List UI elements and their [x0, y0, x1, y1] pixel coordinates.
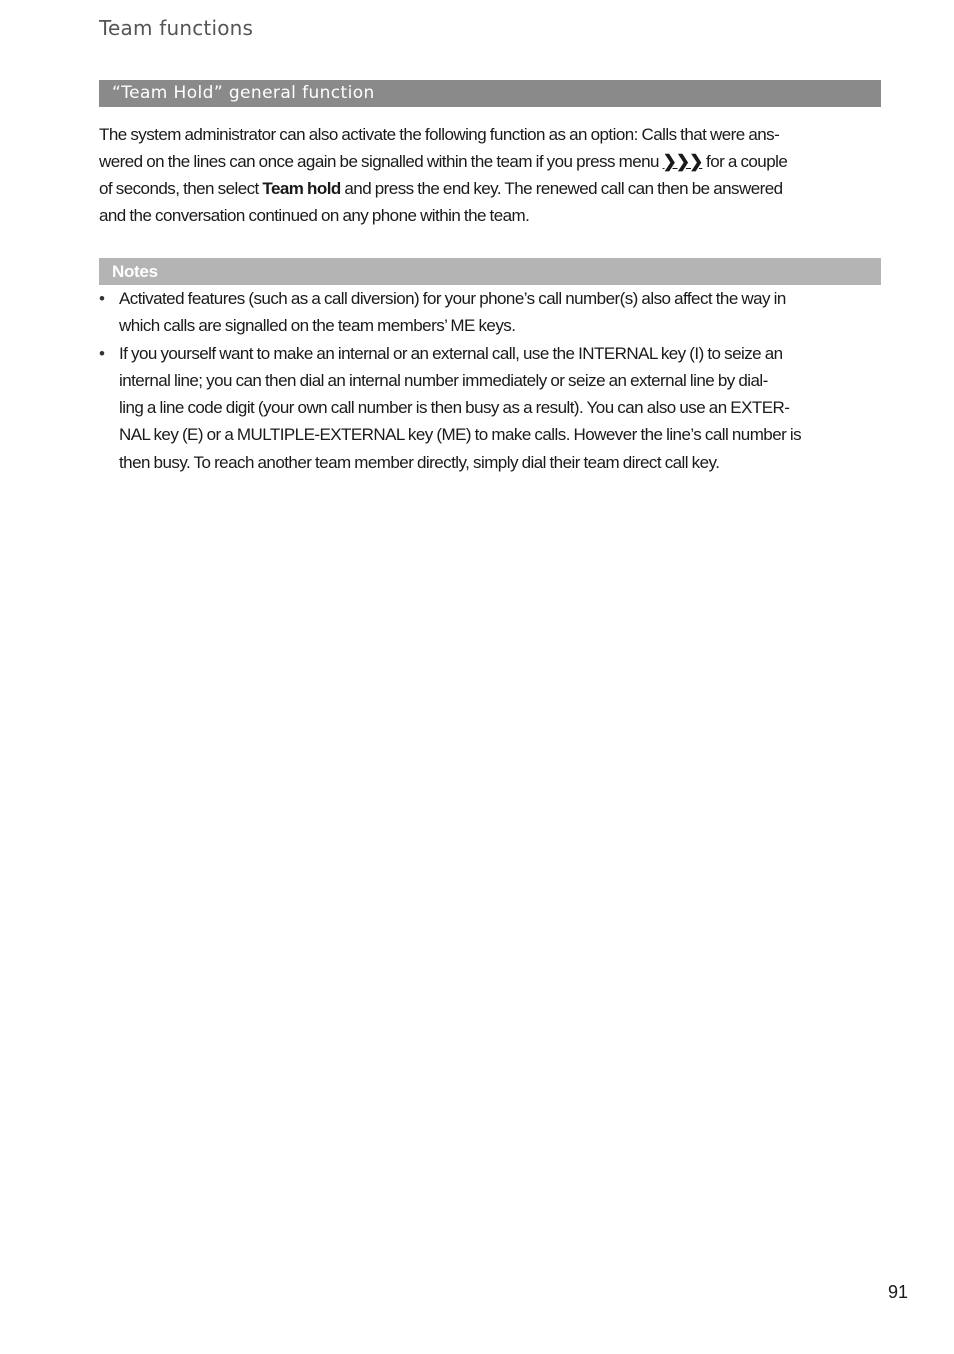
paragraph-text: wered on the lines can once again be signalled within the team if you press menu: [99, 152, 663, 171]
note-line: then busy. To reach another team member directly, simply dial their team direct call key.: [119, 452, 720, 472]
paragraph-line: and the conversation continued on any phone within the team.: [99, 206, 530, 225]
page-number: 91: [887, 1282, 908, 1302]
notes-title: Notes: [99, 258, 881, 285]
paragraph-line: [99, 148, 881, 175]
paragraph-text: for a couple: [702, 152, 788, 171]
notes-list: [99, 285, 881, 476]
note-line: NAL key (E) or a MULTIPLE-EXTERNAL key (ME) to make calls. However the line’s call number is: [119, 425, 802, 445]
note-line: If you yourself want to make an internal or an external call, use the INTERNAL key (I) to seize an: [119, 343, 783, 363]
bullet-icon: •: [99, 343, 105, 363]
section-paragraph: [99, 121, 881, 229]
paragraph-text: and press the end key. The renewed call can then be answered: [340, 179, 783, 198]
section-title: “Team Hold” general function: [99, 80, 881, 107]
bullet-icon: •: [99, 289, 105, 308]
note-line: internal line; you can then dial an internal number immediately or seize an external line by dial-: [119, 370, 768, 390]
paragraph-line: The system administrator can also activate the following function as an option: Calls that were ans-: [99, 125, 780, 144]
paragraph-text: of seconds, then select: [99, 179, 263, 198]
note-line: which calls are signalled on the team members’ ME keys.: [119, 316, 516, 336]
note-line: ling a line code digit (your own call number is then busy as a result). You can also use an EXTER-: [119, 398, 790, 418]
menu-key-icon: ❯❯❯: [662, 152, 703, 171]
note-line: Activated features (such as a call diversion) for your phone’s call number(s) also affect the way in: [119, 289, 786, 308]
running-head: Team functions: [99, 16, 254, 40]
paragraph-line: [99, 175, 881, 202]
team-hold-term: Team hold: [262, 179, 341, 198]
list-item: [99, 340, 881, 476]
list-item: [99, 285, 881, 340]
